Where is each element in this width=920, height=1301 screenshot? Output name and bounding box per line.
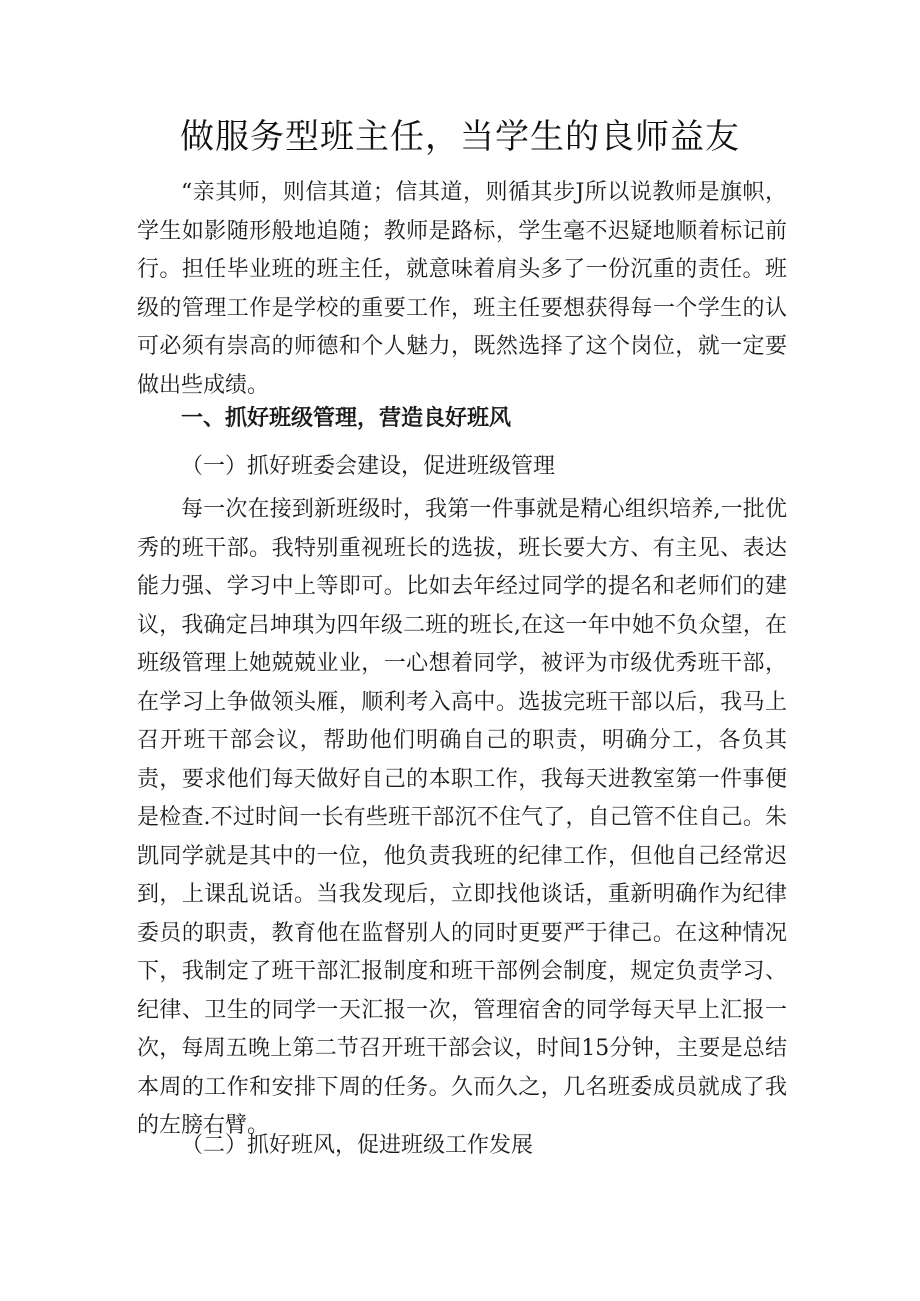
body-paragraph-1: 每一次在接到新班级时，我第一件事就是精心组织培养,一批优秀的班干部。我特别重视班长的选拔，班长要大方、有主见、表达能力强、学习中上等即可。比如去年经过同学的提名和老师们的建议，我确定吕坤琪为四年级二班的班长,在这一年中她不负众望，在班级管理上她兢兢业业，一心想着同学，被评为市级优秀班干部，在学习上争做领头雁，顺利考入高中。选拔完班干部以后，我马上召开班干部会议，帮助他们明确自己的职责，明确分工，各负其责，要求他们每天做好自己的本职工作，我每天进教室第一件事便是检查.不过时间一长有些班干部沉不住气了，自己管不住自己。朱凯同学就是其中的一位，他负责我班的纪律工作，但他自己经常迟到，上课乱说话。当我发现后，立即找他谈话，重新明确作为纪律委员的职责，教育他在监督别人的同时更要严于律己。在这种情况下，我制定了班干部汇报制度和班干部例会制度，规定负责学习、纪律、卫生的同学一天汇报一次，管理宿舍的同学每天早上汇报一次，每周五晚上第二节召开班干部会议，时间15分钟，主要是总结本周的工作和安排下周的任务。久而久之，几名班委成员就成了我的左膀右臂。 <box>137 497 787 1138</box>
page-title: 做服务型班主任，当学生的良师益友 <box>180 117 740 157</box>
section-heading-1: 一、抓好班级管理，营造良好班风 <box>181 406 512 431</box>
subsection-heading-1: （一）抓好班委会建设，促进班级管理 <box>181 454 556 479</box>
intro-paragraph: “亲其师，则信其道；信其道，则循其步J所以说教师是旗帜，学生如影随形般地追随；教师是路标，学生毫不迟疑地顺着标记前行。担任毕业班的班主任，就意味着肩头多了一份沉重的责任。班级的管理工作是学校的重要工作，班主任要想获得每一个学生的认可必须有崇高的师德和个人魅力，既然选择了这个岗位，就一定要做出些成绩。 <box>137 180 787 398</box>
subsection-heading-2: （二）抓好班风，促进班级工作发展 <box>181 1133 534 1158</box>
